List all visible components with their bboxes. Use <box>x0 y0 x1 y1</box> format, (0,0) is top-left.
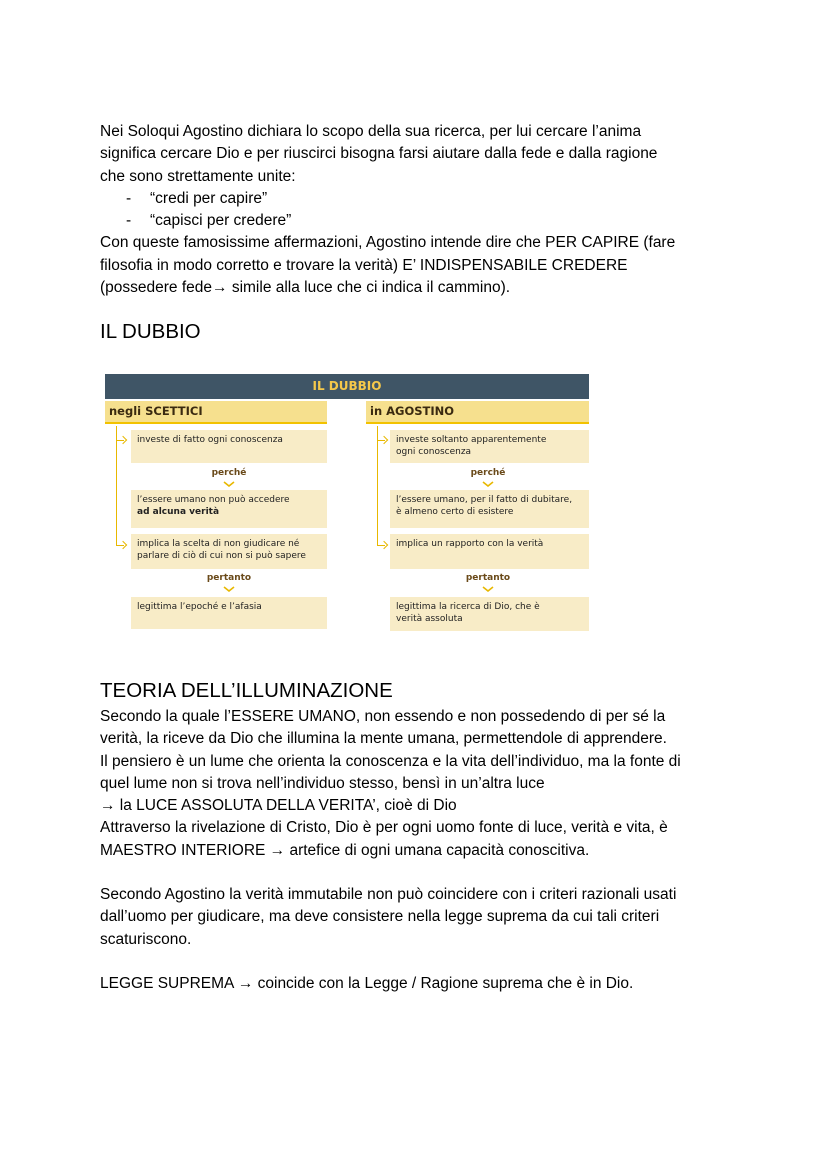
chevron-down-icon <box>223 481 235 487</box>
left-column-header: negli SCETTICI <box>105 401 327 422</box>
intro-line: filosofia in modo corretto e trovare la verità) E’ INDISPENSABILE CREDERE <box>100 256 628 274</box>
dubbio-diagram <box>105 374 589 636</box>
arrow-icon <box>116 545 124 546</box>
text-line: LEGGE SUPREMA → coincide con la Legge / Ragione suprema che è in Dio. <box>100 974 634 992</box>
left-connector-perche: perché <box>211 468 247 478</box>
left-connector-pertanto: pertanto <box>206 573 252 583</box>
chevron-down-icon <box>223 586 235 592</box>
intro-line: che sono strettamente unite: <box>100 167 296 185</box>
right-box-2: l’essere umano, per il fatto di dubitare, è almeno certo di esistere <box>390 490 589 528</box>
section-heading-illuminazione: TEORIA DELL’ILLUMINAZIONE <box>100 679 393 702</box>
chevron-down-icon <box>482 481 494 487</box>
left-box-3: implica la scelta di non giudicare né parlare di ciò di cui non si può sapere <box>131 534 327 569</box>
arrow-icon <box>377 545 385 546</box>
left-box-2: l’essere umano non può accedere ad alcuna verità <box>131 490 327 528</box>
quote-list <box>100 188 740 233</box>
chevron-down-icon <box>482 586 494 592</box>
diagram-title: IL DUBBIO <box>105 374 589 399</box>
intro-line: Nei Soloqui Agostino dichiara lo scopo della sua ricerca, per lui cercare l’anima <box>100 123 642 140</box>
intro-section <box>100 121 740 299</box>
arrow-icon <box>377 440 385 441</box>
text-line: Secondo Agostino la verità immutabile non può coincidere con i criteri razionali usati <box>100 886 677 904</box>
right-connector-pertanto: pertanto <box>465 573 511 583</box>
text-line: Attraverso la rivelazione di Cristo, Dio è per ogni uomo fonte di luce, verità e vita, è <box>100 819 668 837</box>
text-line: → la LUCE ASSOLUTA DELLA VERITA’, cioè di Dio <box>100 797 457 815</box>
list-item: - “capisci per credere” <box>126 212 292 230</box>
arrow-icon <box>116 440 124 441</box>
connector-line <box>116 426 117 546</box>
right-column-header: in AGOSTINO <box>366 401 589 422</box>
list-item: - “credi per capire” <box>126 189 268 207</box>
right-box-4: legittima la ricerca di Dio, che è verità assoluta <box>390 597 589 631</box>
illuminazione-section <box>100 706 740 995</box>
text-line: dall’uomo per giudicare, ma deve consistere nella legge suprema da cui tali criteri <box>100 908 660 926</box>
text-line: MAESTRO INTERIORE → artefice di ogni umana capacità conoscitiva. <box>100 841 590 859</box>
intro-line: significa cercare Dio e per riuscirci bisogna farsi aiutare dalla fede e dalla ragione <box>100 145 658 163</box>
left-box-4: legittima l’epoché e l’afasia <box>131 597 327 629</box>
right-box-1: investe soltanto apparentemente ogni conoscenza <box>390 430 589 463</box>
text-line: scaturiscono. <box>100 930 192 948</box>
text-line: Secondo la quale l’ESSERE UMANO, non essendo e non possedendo di per sé la <box>100 708 666 725</box>
intro-line: (possedere fede→ simile alla luce che ci indica il cammino). <box>100 279 511 297</box>
right-box-3: implica un rapporto con la verità <box>390 534 589 569</box>
connector-line <box>377 426 378 546</box>
text-line: quel lume non si trova nell’individuo stesso, bensì in un’altra luce <box>100 774 545 792</box>
text-line: verità, la riceve da Dio che illumina la mente umana, permettendole di apprendere. <box>100 730 667 748</box>
left-box-1: investe di fatto ogni conoscenza <box>131 430 327 463</box>
text-line: Il pensiero è un lume che orienta la conoscenza e la vita dell’individuo, ma la fonte di <box>100 752 681 770</box>
section-heading-dubbio: IL DUBBIO <box>100 320 201 343</box>
right-connector-perche: perché <box>470 468 506 478</box>
intro-line: Con queste famosissime affermazioni, Agostino intende dire che PER CAPIRE (fare <box>100 234 676 252</box>
